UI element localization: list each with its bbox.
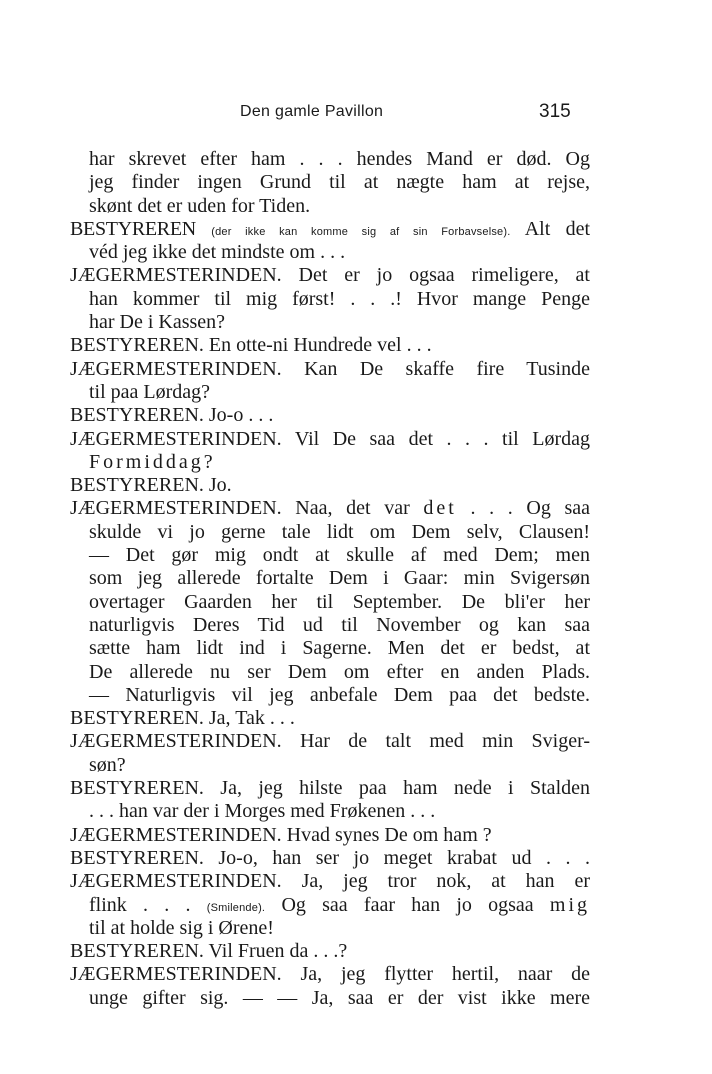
speech-line: BESTYREREN. Jo. [70,474,232,497]
text-line: som jeg allerede fortalte Dem i Gaar: min Svigersøn [89,567,590,590]
text-line: . . . han var der i Morges med Frøkenen . . . [89,800,436,823]
text-line: sætte ham lidt ind i Sagerne. Men det er bedst, at [89,637,590,660]
running-title: Den gamle Pavillon [240,103,384,120]
speaker-name: BESTYREREN [70,217,196,240]
stage-direction: (Smilende). [206,901,266,914]
speech-line: BESTYREREN (der ikke kan komme sig af sin Forbavselse). Alt det [70,217,590,240]
text-line: til at holde sig i Ørene! [89,916,274,939]
page-number: 315 [539,101,571,122]
speech-line: JÆGERMESTERINDEN. Ja, jeg flytter hertil, naar de [70,963,590,986]
text-line [70,451,590,474]
speech-line: BESTYREREN. Vil Fruen da . . .? [70,940,348,963]
text-line: véd jeg ikke det mindste om . . . [89,241,346,264]
speech-line: BESTYREREN. Jo-o, han ser jo meget krabat ud . . . [70,846,590,869]
speech-line: BESTYREREN. Jo-o . . . [70,404,274,427]
text-line: unge gifter sig. — — Ja, saa er der vist ikke mere [89,986,590,1009]
text-line: naturligvis Deres Tid ud til November og kan saa [89,613,590,636]
speech-line: JÆGERMESTERINDEN. Har de talt med min Sviger- [70,730,590,753]
speech-line: JÆGERMESTERINDEN. Ja, jeg tror nok, at han er [70,870,590,893]
text-line: flink . . . (Smilende). Og saa faar han jo ogsaa mig [89,893,590,916]
text-line: han kommer til mig først! . . .! Hvor mange Penge [89,287,590,310]
text-line: jeg finder ingen Grund til at nægte ham at rejse, [89,171,590,194]
speech-line: JÆGERMESTERINDEN. Det er jo ogsaa rimeligere, at [70,264,590,287]
emphasized-word: Formiddag? [89,450,216,473]
speech-line: JÆGERMESTERINDEN. Naa, det var det . . . Og saa [70,497,590,520]
speech-line: BESTYREREN. En otte-ni Hundrede vel . . . [70,334,432,357]
speech-line: JÆGERMESTERINDEN. Hvad synes De om ham ? [70,823,492,846]
text-line: søn? [89,753,126,776]
text-line: overtager Gaarden her til September. De bli'er her [89,590,590,613]
speech-line: JÆGERMESTERINDEN. Vil De saa det . . . til Lørdag [70,427,590,450]
text-line: skønt det er uden for Tiden. [89,194,311,217]
emphasized-word: mig [549,893,590,916]
speech-line: JÆGERMESTERINDEN. Kan De skaffe fire Tusinde [70,357,590,380]
page-header [0,103,712,127]
text-line: — Naturligvis vil jeg anbefale Dem paa det bedste. [89,683,590,706]
text-line: til paa Lørdag? [89,380,211,403]
text-line: — Det gør mig ondt at skulle af med Dem; men [89,544,590,567]
speech-line: BESTYREREN. Ja, jeg hilste paa ham nede i Stalden [70,777,590,800]
text-line: har De i Kassen? [89,311,226,334]
play-text [70,148,590,1010]
text-line: De allerede nu ser Dem om efter en anden Plads. [89,660,590,683]
speech-line: BESTYREREN. Ja, Tak . . . [70,707,295,730]
emphasized-word: det [423,497,457,520]
text-line: skulde vi jo gerne tale lidt om Dem selv, Clausen! [89,520,590,543]
text-line: har skrevet efter ham . . . hendes Mand er død. Og [89,148,590,170]
stage-direction: (der ikke kan komme sig af sin Forbavselse). [211,225,511,238]
